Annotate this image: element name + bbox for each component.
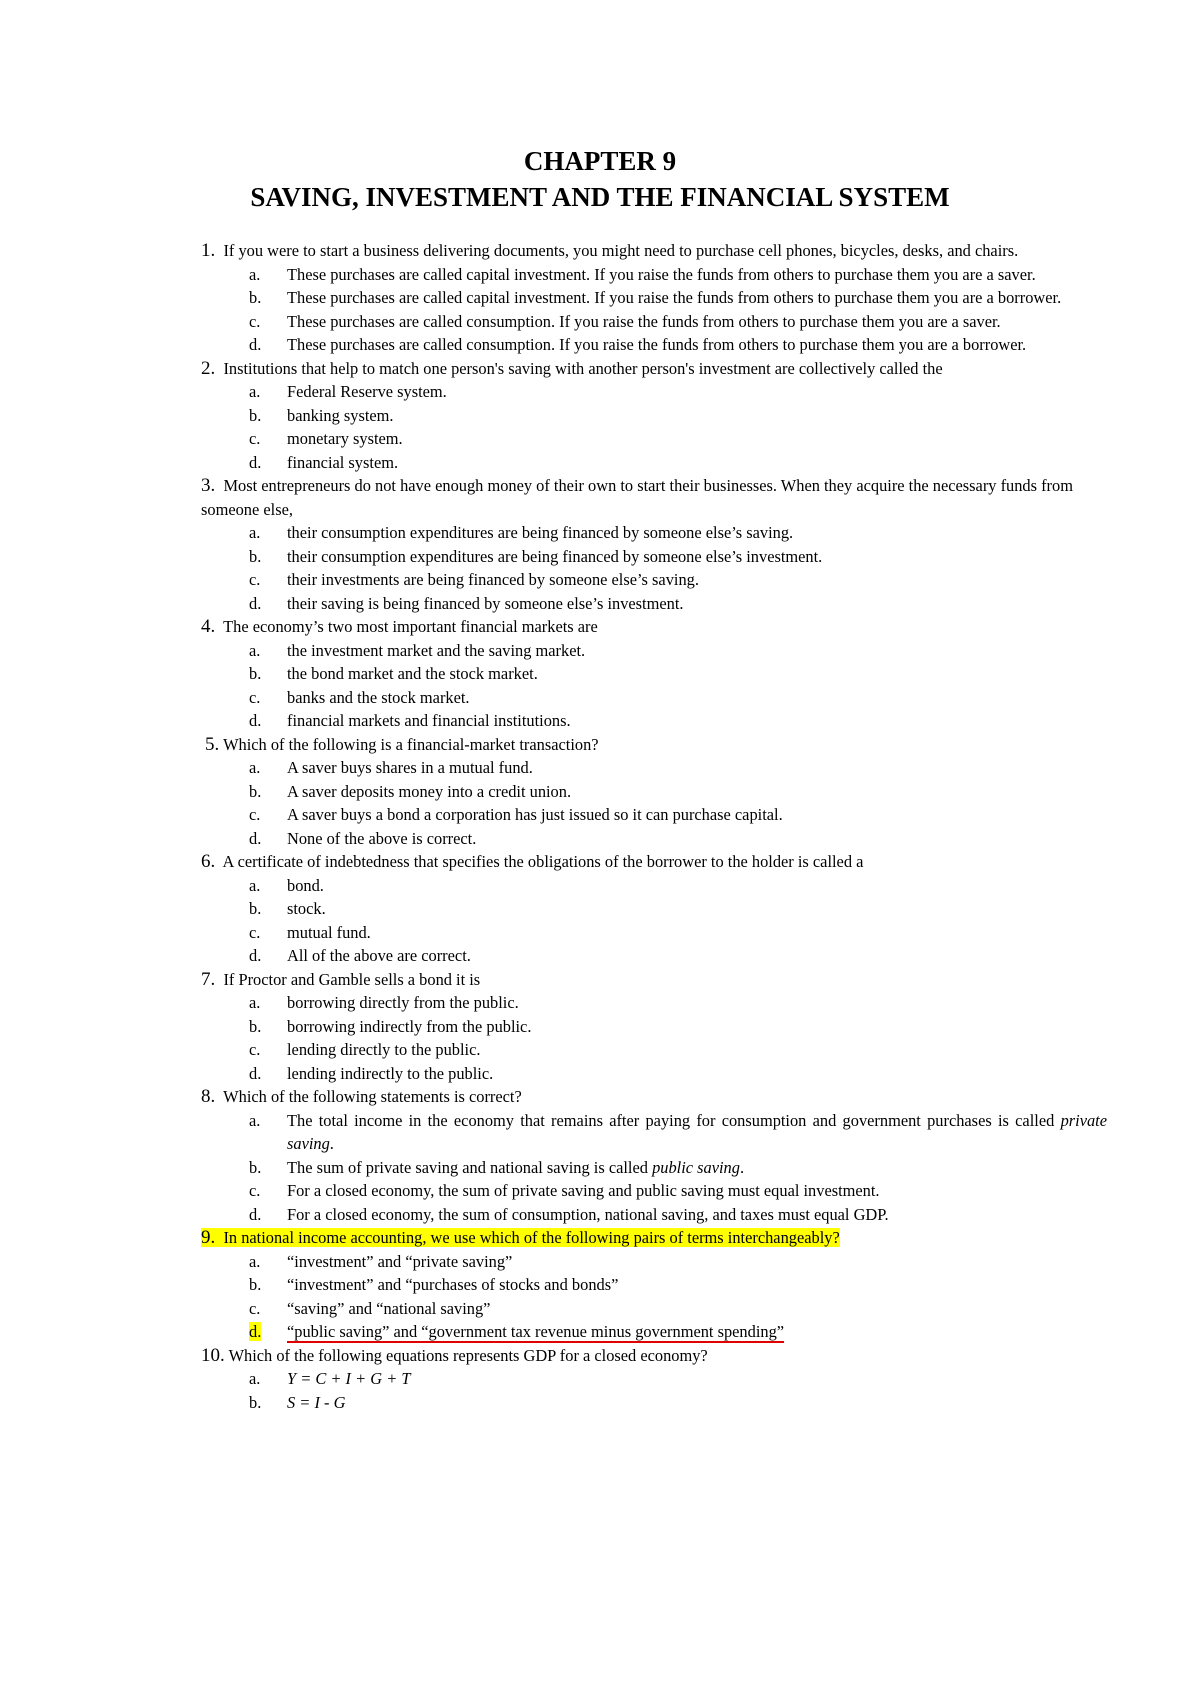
option-c (201, 568, 1121, 592)
option-letter: c. (249, 570, 261, 589)
option-text: These purchases are called consumption. If you raise the funds from others to purchase them you are a borrower. (287, 335, 1027, 354)
option-b (201, 1156, 1121, 1180)
option-letter: a. (249, 264, 261, 284)
option-text: These purchases are called capital investment. If you raise the funds from others to purchase them you are a saver. (287, 264, 1036, 284)
question-3 (201, 474, 1121, 615)
option-text: banking system. (287, 405, 394, 425)
option-text: A saver deposits money into a credit union. (287, 781, 572, 801)
question-number: 10. (201, 1344, 225, 1366)
option-letter: d. (249, 711, 262, 730)
option-text: borrowing directly from the public. (287, 993, 519, 1012)
option-text: their consumption expenditures are being financed by someone else’s investment. (287, 546, 823, 566)
option-d (201, 827, 1121, 851)
option-text: borrowing indirectly from the public. (287, 1016, 532, 1036)
question-number: 1. (201, 240, 216, 261)
option-letter: a. (249, 523, 261, 542)
option-b (201, 404, 1121, 428)
question-number: 8. (201, 1086, 216, 1107)
option-letter: a. (249, 1251, 261, 1271)
highlighted-question (201, 1228, 840, 1247)
option-text: The total income in the economy that remains after paying for consumption and government purchases is called private saving. (287, 1110, 1107, 1153)
option-d (201, 1203, 1121, 1227)
question-number: 2. (201, 357, 216, 379)
option-text: banks and the stock market. (287, 687, 470, 707)
option-letter: c. (249, 1181, 261, 1200)
option-letter: a. (249, 993, 261, 1012)
question-4 (201, 615, 1121, 733)
option-b (201, 780, 1121, 804)
option-text: For a closed economy, the sum of consumption, national saving, and taxes must equal GDP. (287, 1204, 889, 1224)
option-text: mutual fund. (287, 922, 371, 942)
question-6 (201, 850, 1121, 968)
option-text: stock. (287, 899, 326, 918)
option-text (287, 1320, 1121, 1344)
question-2 (201, 357, 1121, 475)
option-a (201, 756, 1121, 780)
option-letter: b. (249, 781, 262, 801)
option-b (201, 1273, 1121, 1297)
option-a (201, 991, 1121, 1015)
option-b (201, 545, 1121, 569)
option-text: These purchases are called capital investment. If you raise the funds from others to purchase them you are a borrower. (287, 288, 1062, 307)
option-letter: b. (249, 1392, 262, 1412)
question-text: If you were to start a business delivering documents, you might need to purchase cell phones, bicycles, desks, and chairs. (223, 241, 1019, 260)
option-text: monetary system. (287, 429, 403, 448)
option-c (201, 310, 1121, 334)
option-text: financial markets and financial institutions. (287, 711, 571, 730)
option-letter: c. (249, 805, 261, 824)
option-letter: c. (249, 1040, 261, 1059)
option-letter: d. (249, 335, 262, 354)
option-letter: d. (249, 593, 262, 613)
option-text: lending directly to the public. (287, 1040, 481, 1059)
option-text: their saving is being financed by someone else’s investment. (287, 593, 684, 613)
question-10 (201, 1344, 1121, 1415)
option-letter: b. (249, 405, 262, 425)
option-d (201, 592, 1121, 616)
option-letter: a. (249, 1110, 261, 1130)
equation: S = I - G (287, 1392, 346, 1412)
option-text: “investment” and “private saving” (287, 1251, 513, 1271)
option-b (201, 897, 1121, 921)
option-text (287, 1391, 1121, 1415)
question-number: 5. (205, 733, 220, 755)
question-9 (201, 1226, 1121, 1344)
option-text (287, 1367, 1121, 1391)
option-b (201, 662, 1121, 686)
option-a (201, 380, 1121, 404)
option-letter: d. (249, 452, 262, 472)
option-letter: b. (249, 899, 262, 918)
option-text: For a closed economy, the sum of private saving and public saving must equal investment. (287, 1181, 880, 1200)
option-letter (201, 1320, 287, 1344)
option-letter: b. (249, 1275, 262, 1294)
question-text: A certificate of indebtedness that specifies the obligations of the borrower to the holder is called a (222, 852, 864, 871)
option-text: the investment market and the saving market. (287, 640, 586, 660)
option-letter: c. (249, 429, 261, 448)
chapter-title: SAVING, INVESTMENT AND THE FINANCIAL SYSTEM (250, 182, 950, 212)
option-letter: a. (249, 640, 261, 660)
option-d (201, 451, 1121, 475)
question-text: The economy’s two most important financial markets are (223, 617, 598, 636)
option-text: bond. (287, 875, 324, 895)
option-text: their consumption expenditures are being financed by someone else’s saving. (287, 523, 794, 542)
option-a (201, 521, 1121, 545)
option-a (201, 1367, 1121, 1391)
option-text: their investments are being financed by someone else’s saving. (287, 570, 699, 589)
option-text: All of the above are correct. (287, 946, 471, 965)
question-5 (201, 733, 1121, 851)
question-text: Which of the following is a financial-market transaction? (223, 734, 599, 754)
option-a (201, 263, 1121, 287)
option-c (201, 1179, 1121, 1203)
option-text: None of the above is correct. (287, 828, 477, 848)
question-number: 4. (201, 616, 216, 637)
option-letter: a. (249, 875, 261, 895)
option-a (201, 874, 1121, 898)
question-text: Most entrepreneurs do not have enough money of their own to start their businesses. When they acquire the necessary funds from someone else, (201, 476, 1073, 519)
option-text: A saver buys a bond a corporation has just issued so it can purchase capital. (287, 805, 783, 824)
option-c (201, 1297, 1121, 1321)
question-7 (201, 968, 1121, 1086)
question-number: 3. (201, 475, 216, 496)
question-text: If Proctor and Gamble sells a bond it is (223, 969, 481, 989)
question-text: Which of the following equations represents GDP for a closed economy? (228, 1345, 708, 1365)
option-letter: b. (249, 664, 262, 683)
option-letter: d. (249, 1204, 262, 1224)
option-c (201, 1038, 1121, 1062)
option-letter: b. (249, 1157, 262, 1177)
question-number: 6. (201, 851, 216, 872)
option-a (201, 639, 1121, 663)
option-c (201, 686, 1121, 710)
option-a (201, 1250, 1121, 1274)
option-letter: b. (249, 288, 262, 307)
question-list (201, 239, 1121, 1414)
option-letter: d. (249, 1063, 262, 1083)
question-text: In national income accounting, we use which of the following pairs of terms interchangeably? (223, 1228, 840, 1247)
chapter-heading: CHAPTER 9 (523, 146, 677, 176)
option-d (201, 1062, 1121, 1086)
option-text: “saving” and “national saving” (287, 1298, 491, 1318)
option-letter: d. (249, 828, 262, 848)
option-a (201, 1109, 1121, 1156)
question-1 (201, 239, 1121, 357)
option-d (201, 333, 1121, 357)
option-letter: b. (249, 1016, 262, 1036)
option-letter: c. (249, 687, 261, 707)
option-letter: a. (249, 1369, 261, 1388)
option-letter: c. (249, 311, 261, 331)
option-text: The sum of private saving and national saving is called public saving. (287, 1157, 745, 1177)
option-d-answer (201, 1320, 1121, 1344)
answer-letter-highlight: d. (249, 1322, 262, 1341)
option-text: lending indirectly to the public. (287, 1063, 494, 1083)
option-letter: c. (249, 1298, 261, 1318)
question-number: 9. (201, 1227, 216, 1248)
question-number: 7. (201, 968, 216, 990)
option-c (201, 921, 1121, 945)
question-8 (201, 1085, 1121, 1226)
option-letter: b. (249, 546, 262, 566)
option-letter: a. (249, 758, 261, 777)
option-letter: c. (249, 922, 261, 942)
question-text: Institutions that help to match one person's saving with another person's investment are collectively called the (223, 358, 943, 378)
answer-underline: “public saving” and “government tax revenue minus government spending” (287, 1322, 785, 1341)
option-c (201, 803, 1121, 827)
option-text: A saver buys shares in a mutual fund. (287, 758, 533, 777)
option-text: financial system. (287, 452, 399, 472)
equation: Y = C + I + G + T (287, 1369, 411, 1388)
option-b (201, 1391, 1121, 1415)
option-c (201, 427, 1121, 451)
option-b (201, 1015, 1121, 1039)
option-b (201, 286, 1121, 310)
option-text: “investment” and “purchases of stocks and bonds” (287, 1275, 619, 1294)
option-text: These purchases are called consumption. If you raise the funds from others to purchase them you are a saver. (287, 311, 1001, 331)
option-letter: d. (249, 946, 262, 965)
option-text: the bond market and the stock market. (287, 664, 538, 683)
question-text: Which of the following statements is correct? (223, 1087, 522, 1106)
option-d (201, 944, 1121, 968)
option-letter: a. (249, 382, 261, 401)
option-text: Federal Reserve system. (287, 382, 447, 401)
option-d (201, 709, 1121, 733)
